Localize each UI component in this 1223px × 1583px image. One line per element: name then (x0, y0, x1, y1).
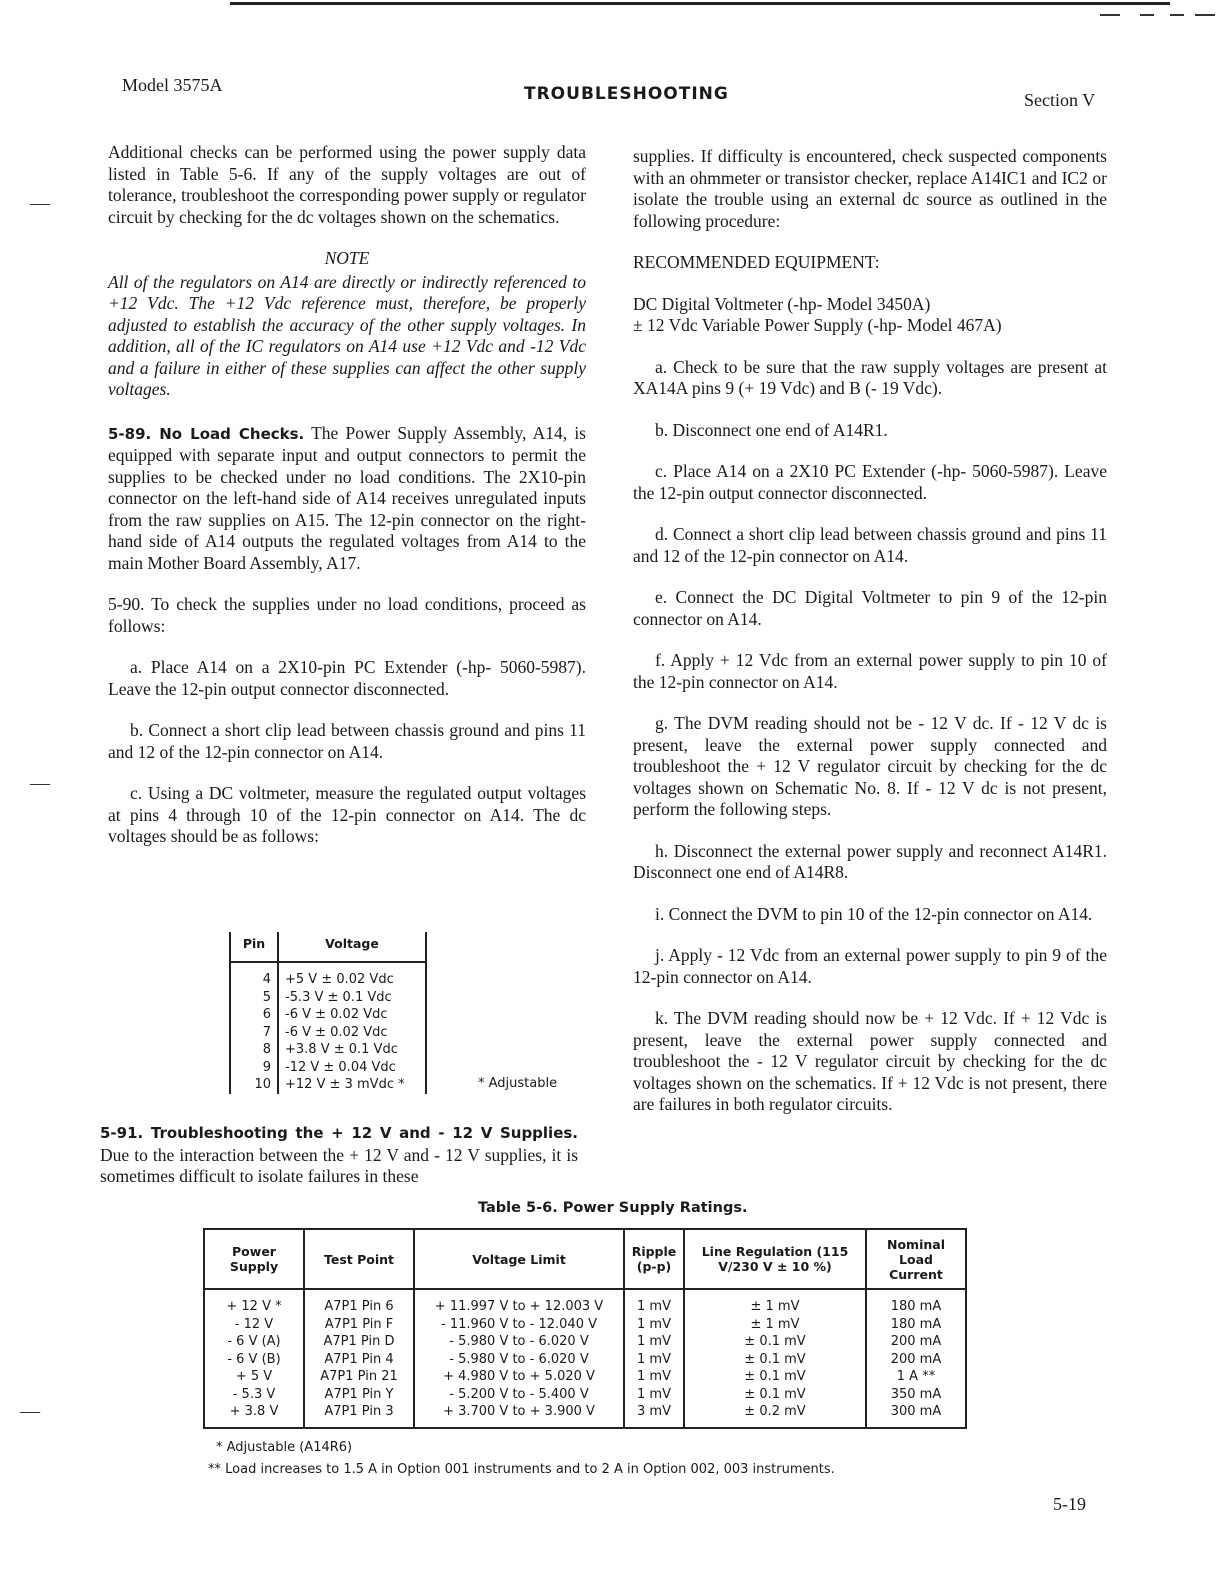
test-point-cell: A7P1 Pin F (304, 1316, 414, 1334)
ripple-cell: 1 mV (624, 1289, 684, 1316)
load-current-cell: 300 mA (866, 1403, 966, 1428)
load-current-cell: 350 mA (866, 1386, 966, 1404)
scan-dash (1100, 14, 1120, 16)
load-current-cell: 1 A ** (866, 1368, 966, 1386)
header-power-supply: Power Supply (204, 1229, 304, 1289)
pin-voltage-table (229, 932, 427, 1094)
supply-cell: + 5 V (204, 1368, 304, 1386)
pin-cell: 6 (230, 1006, 278, 1024)
voltage-cell: -6 V ± 0.02 Vdc (278, 1006, 426, 1024)
step-e: e. Connect the DC Digital Voltmeter to pin 9 of the 12-pin connector on A14. (633, 587, 1107, 629)
regulation-cell: ± 0.1 mV (684, 1333, 866, 1351)
step-b: b. Disconnect one end of A14R1. (655, 419, 888, 440)
voltage-cell: -6 V ± 0.02 Vdc (278, 1024, 426, 1042)
load-current-cell: 200 mA (866, 1351, 966, 1369)
step-c: c. Using a DC voltmeter, measure the regulated output voltages at pins 4 through 10 of the 12-pin connector on A14. The dc voltages should be as follows: (108, 783, 586, 846)
step-h: h. Disconnect the external power supply and reconnect A14R1. Disconnect one end of A14R8. (633, 840, 1107, 882)
load-current-cell: 200 mA (866, 1333, 966, 1351)
header-test-point: Test Point (304, 1229, 414, 1289)
scan-dash (1195, 14, 1215, 16)
pin-cell: 10 (230, 1076, 278, 1094)
ripple-cell: 1 mV (624, 1316, 684, 1334)
pin-cell: 7 (230, 1024, 278, 1042)
step-b: b. Connect a short clip lead between chassis ground and pins 11 and 12 of the 12-pin connector on A14. (108, 720, 586, 762)
voltage-limit-cell: - 5.980 V to - 6.020 V (414, 1333, 624, 1351)
voltage-cell: +12 V ± 3 mVdc * (278, 1076, 426, 1094)
equipment-item: DC Digital Voltmeter (-hp- Model 3450A) (633, 293, 931, 314)
section-5-90: 5-90. To check the supplies under no load conditions, proceed as follows: (108, 594, 586, 636)
page-number: 5-19 (1053, 1494, 1086, 1514)
equipment-item: ± 12 Vdc Variable Power Supply (-hp- Model 467A) (633, 315, 1002, 335)
step-i: i. Connect the DVM to pin 10 of the 12-pin connector on A14. (655, 903, 1093, 924)
supply-cell: - 6 V (A) (204, 1333, 304, 1351)
table-footnote-2: ** Load increases to 1.5 A in Option 001 instruments and to 2 A in Option 002, 003 instruments. (208, 1462, 835, 1477)
header-load-current: Nominal Load Current (866, 1229, 966, 1289)
voltage-cell: +3.8 V ± 0.1 Vdc (278, 1041, 426, 1059)
scan-dash (1140, 14, 1154, 16)
table-row (230, 962, 426, 989)
header-model: Model 3575A (122, 75, 223, 95)
header-title: TROUBLESHOOTING (524, 84, 729, 104)
table-row (230, 1041, 426, 1059)
step-f: f. Apply + 12 Vdc from an external power supply to pin 10 of the 12-pin connector on A14. (633, 650, 1107, 692)
table-row (204, 1316, 966, 1334)
voltage-limit-cell: - 11.960 V to - 12.040 V (414, 1316, 624, 1334)
table-row (230, 1006, 426, 1024)
test-point-cell: A7P1 Pin 4 (304, 1351, 414, 1369)
ripple-cell: 1 mV (624, 1386, 684, 1404)
voltage-limit-cell: - 5.200 V to - 5.400 V (414, 1386, 624, 1404)
regulation-cell: ± 0.1 mV (684, 1386, 866, 1404)
test-point-cell: A7P1 Pin D (304, 1333, 414, 1351)
ripple-cell: 3 mV (624, 1403, 684, 1428)
voltage-cell: -12 V ± 0.04 Vdc (278, 1059, 426, 1077)
table-row (230, 1059, 426, 1077)
note-heading: NOTE (324, 248, 370, 268)
table-row (204, 1289, 966, 1316)
regulation-cell: ± 1 mV (684, 1289, 866, 1316)
pin-cell: 5 (230, 989, 278, 1007)
table-row (204, 1351, 966, 1369)
pin-cell: 8 (230, 1041, 278, 1059)
step-a: a. Place A14 on a 2X10-pin PC Extender (-hp- 5060-5987). Leave the 12-pin output connector disconnected. (108, 657, 586, 699)
supply-cell: + 3.8 V (204, 1403, 304, 1428)
table-row (204, 1386, 966, 1404)
header-ripple: Ripple (p-p) (624, 1229, 684, 1289)
note-text: All of the regulators on A14 are directly or indirectly referenced to +12 Vdc. The +12 Vdc reference must, therefore, be properly adjusted to establish the accuracy of the other supply voltages. In addition, all of the IC regulators on A14 use +12 Vdc and -12 Vdc and a failure in either of these supplies can affect the other supply voltages. (108, 271, 586, 399)
regulation-cell: ± 1 mV (684, 1316, 866, 1334)
table-row (230, 1076, 426, 1094)
margin-mark: — (30, 192, 50, 214)
voltage-cell: -5.3 V ± 0.1 Vdc (278, 989, 426, 1007)
test-point-cell: A7P1 Pin 3 (304, 1403, 414, 1428)
pin-header: Pin (230, 932, 278, 962)
section-5-91 (100, 1122, 578, 1188)
table-row (204, 1333, 966, 1351)
adjustable-note: * Adjustable (478, 1076, 558, 1091)
header-voltage-limit: Voltage Limit (414, 1229, 624, 1289)
scan-top-border (230, 2, 1170, 5)
pin-cell: 4 (230, 962, 278, 989)
table-caption: Table 5-6. Power Supply Ratings. (478, 1200, 748, 1216)
load-current-cell: 180 mA (866, 1316, 966, 1334)
table-footnote-1: * Adjustable (A14R6) (216, 1440, 353, 1455)
voltage-header: Voltage (278, 932, 426, 962)
table-row (230, 1024, 426, 1042)
header-line-regulation: Line Regulation (115 V/230 V ± 10 %) (684, 1229, 866, 1289)
voltage-limit-cell: + 11.997 V to + 12.003 V (414, 1289, 624, 1316)
voltage-limit-cell: - 5.980 V to - 6.020 V (414, 1351, 624, 1369)
step-c: c. Place A14 on a 2X10 PC Extender (-hp- 5060-5987). Leave the 12-pin output connector disconnected. (633, 461, 1107, 503)
right-column (633, 146, 1107, 1136)
section-5-89-heading: 5-89. No Load Checks. (108, 424, 305, 443)
section-5-91-text: Due to the interaction between the + 12 V and - 12 V supplies, it is sometimes difficult to isolate failures in these (100, 1144, 578, 1186)
regulation-cell: ± 0.2 mV (684, 1403, 866, 1428)
left-column (108, 142, 586, 868)
step-a: a. Check to be sure that the raw supply voltages are present at XA14A pins 9 (+ 19 Vdc) and B (- 19 Vdc). (633, 356, 1107, 398)
step-d: d. Connect a short clip lead between chassis ground and pins 11 and 12 of the 12-pin connector on A14. (633, 524, 1107, 566)
section-5-89-text: The Power Supply Assembly, A14, is equipped with separate input and output connectors to permit the supplies to be checked under no load conditions. The 2X10-pin connector on the left-hand side of A14 receives unregulated inputs from the raw supplies on A15. The 12-pin connector on the right-hand side of A14 outputs the regulated voltages from A14 to the main Mother Board Assembly, A17. (108, 422, 586, 573)
right-intro: supplies. If difficulty is encountered, check suspected components with an ohmmeter or transistor checker, replace A14IC1 and IC2 or isolate the trouble using an external dc source as outlined in the following procedure: (633, 146, 1107, 231)
section-5-89 (108, 423, 586, 575)
step-g: g. The DVM reading should not be - 12 V dc. If - 12 V dc is present, leave the external power supply connected and troubleshoot the + 12 V regulator circuit by checking for the dc voltages shown on Schematic No. 8. If - 12 V dc is not present, perform the following steps. (633, 713, 1107, 819)
header-section: Section V (1024, 90, 1096, 110)
ripple-cell: 1 mV (624, 1351, 684, 1369)
supply-cell: - 12 V (204, 1316, 304, 1334)
ripple-cell: 1 mV (624, 1333, 684, 1351)
supply-cell: - 5.3 V (204, 1386, 304, 1404)
margin-mark: — (20, 1400, 40, 1422)
ripple-cell: 1 mV (624, 1368, 684, 1386)
margin-mark: — (30, 772, 50, 794)
step-k: k. The DVM reading should now be + 12 Vdc. If + 12 Vdc is present, leave the external power supply connected and troubleshoot the - 12 V regulator circuit by checking for the dc voltages shown on the schematics. If + 12 Vdc is not present, there are failures in both regulator circuits. (633, 1008, 1107, 1114)
intro-paragraph: Additional checks can be performed using the power supply data listed in Table 5-6. If any of the supply voltages are out of tolerance, troubleshoot the corresponding power supply or regulator circuit by checking for the dc voltages shown on the schematics. (108, 142, 586, 227)
test-point-cell: A7P1 Pin 6 (304, 1289, 414, 1316)
supply-cell: + 12 V * (204, 1289, 304, 1316)
test-point-cell: A7P1 Pin 21 (304, 1368, 414, 1386)
table-row (204, 1368, 966, 1386)
regulation-cell: ± 0.1 mV (684, 1351, 866, 1369)
table-row (204, 1403, 966, 1428)
voltage-limit-cell: + 3.700 V to + 3.900 V (414, 1403, 624, 1428)
equipment-heading: RECOMMENDED EQUIPMENT: (633, 252, 880, 272)
scan-dash (1170, 14, 1184, 16)
voltage-cell: +5 V ± 0.02 Vdc (278, 962, 426, 989)
power-supply-ratings-table (203, 1228, 967, 1429)
step-j: j. Apply - 12 Vdc from an external power supply to pin 9 of the 12-pin connector on A14. (633, 945, 1107, 987)
test-point-cell: A7P1 Pin Y (304, 1386, 414, 1404)
voltage-limit-cell: + 4.980 V to + 5.020 V (414, 1368, 624, 1386)
load-current-cell: 180 mA (866, 1289, 966, 1316)
pin-cell: 9 (230, 1059, 278, 1077)
table-row (230, 989, 426, 1007)
regulation-cell: ± 0.1 mV (684, 1368, 866, 1386)
section-5-91-heading: 5-91. Troubleshooting the + 12 V and - 12 V Supplies. (100, 1124, 578, 1142)
supply-cell: - 6 V (B) (204, 1351, 304, 1369)
